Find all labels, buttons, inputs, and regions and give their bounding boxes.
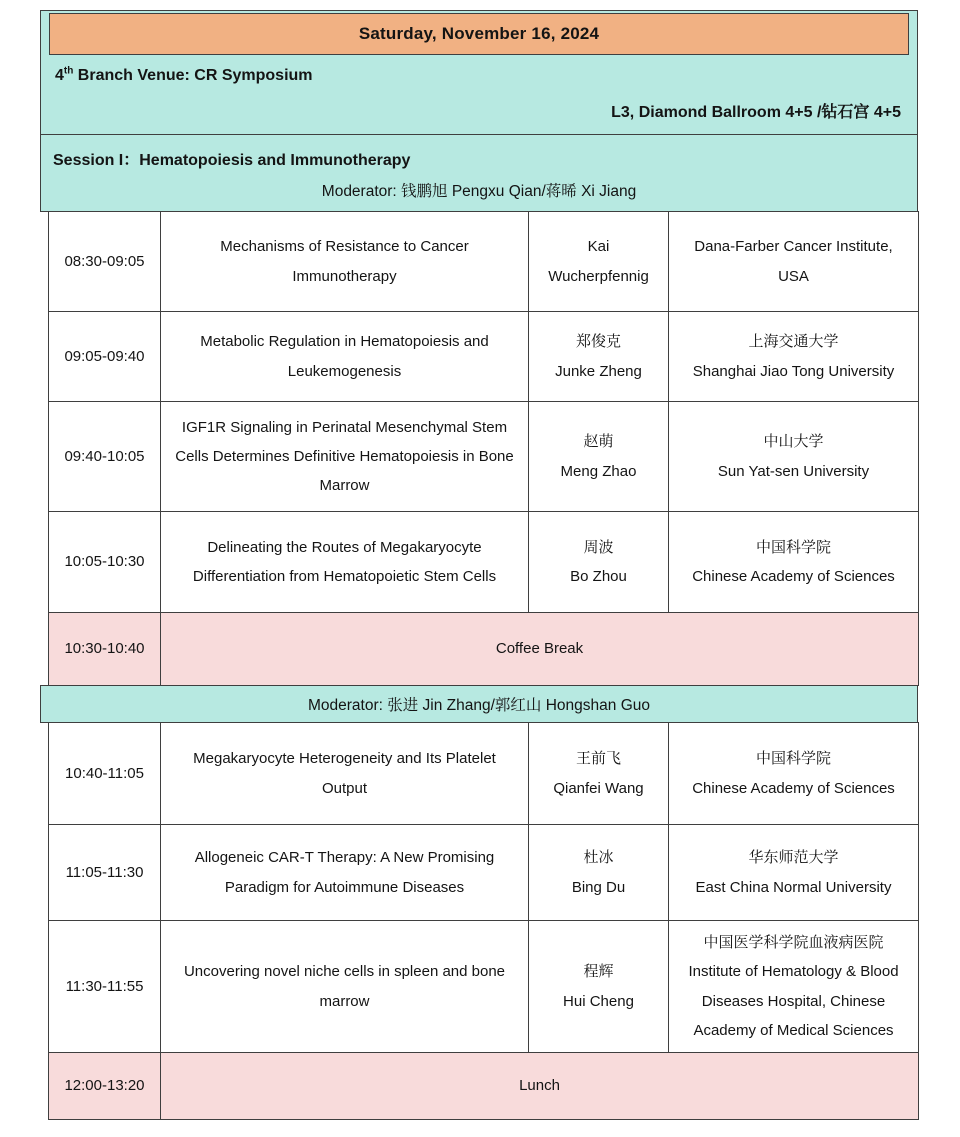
speaker-cell: 郑俊克 Junke Zheng bbox=[529, 312, 669, 402]
session-header bbox=[40, 134, 918, 212]
talk-title-cell: Megakaryocyte Heterogeneity and Its Platelet Output bbox=[161, 723, 529, 825]
coffee-break-row bbox=[49, 613, 919, 686]
talk-title-cell: Mechanisms of Resistance to Cancer Immunotherapy bbox=[161, 212, 529, 312]
venue-section bbox=[40, 10, 918, 135]
talk-title-cell: Uncovering novel niche cells in spleen and bone marrow bbox=[161, 921, 529, 1053]
speaker-cell: 杜冰 Bing Du bbox=[529, 825, 669, 921]
table-row bbox=[49, 825, 919, 921]
talk-title-cell: Allogeneic CAR-T Therapy: A New Promising Paradigm for Autoimmune Diseases bbox=[161, 825, 529, 921]
date-banner bbox=[49, 13, 909, 55]
program-page bbox=[40, 10, 918, 1120]
talk-title-cell: Delineating the Routes of Megakaryocyte Differentiation from Hematopoietic Stem Cells bbox=[161, 512, 529, 613]
institution-cell: Dana-Farber Cancer Institute, USA bbox=[669, 212, 919, 312]
date-text: Saturday, November 16, 2024 bbox=[358, 24, 600, 43]
schedule-table-morning bbox=[48, 211, 919, 686]
venue-location: L3, Diamond Ballroom 4+5 /钻石宫 4+5 bbox=[611, 104, 901, 121]
speaker-cell: 王前飞 Qianfei Wang bbox=[529, 723, 669, 825]
time-cell: 09:40-10:05 bbox=[49, 402, 161, 512]
moderator-text: Moderator: 张进 Jin Zhang/郭红山 Hongshan Guo bbox=[307, 697, 650, 714]
time-cell: 10:05-10:30 bbox=[49, 512, 161, 613]
time-cell: 09:05-09:40 bbox=[49, 312, 161, 402]
venue-lines bbox=[49, 55, 909, 134]
ordinal-suffix: th bbox=[63, 65, 74, 77]
venue-name: 4th Branch Venue: CR Symposium bbox=[55, 65, 313, 84]
schedule-table-late-morning bbox=[48, 722, 919, 1120]
institution-cell: 中国科学院 Chinese Academy of Sciences bbox=[669, 512, 919, 613]
moderator-band bbox=[40, 685, 918, 723]
table-row bbox=[49, 512, 919, 613]
session-moderator: Moderator: 钱鹏旭 Pengxu Qian/蒋晞 Xi Jiang bbox=[321, 183, 637, 200]
table-row bbox=[49, 312, 919, 402]
speaker-cell: 周波 Bo Zhou bbox=[529, 512, 669, 613]
institution-cell: 中国医学科学院血液病医院 Institute of Hematology & Blood Diseases Hospital, Chinese Academy of Medical Sciences bbox=[669, 921, 919, 1053]
speaker-cell: Kai Wucherpfennig bbox=[529, 212, 669, 312]
time-cell: 10:40-11:05 bbox=[49, 723, 161, 825]
time-cell: 10:30-10:40 bbox=[49, 613, 161, 686]
break-label-cell: Coffee Break bbox=[161, 613, 919, 686]
time-cell: 11:05-11:30 bbox=[49, 825, 161, 921]
lunch-row bbox=[49, 1053, 919, 1120]
time-cell: 12:00-13:20 bbox=[49, 1053, 161, 1120]
institution-cell: 中国科学院 Chinese Academy of Sciences bbox=[669, 723, 919, 825]
time-cell: 11:30-11:55 bbox=[49, 921, 161, 1053]
institution-cell: 中山大学 Sun Yat-sen University bbox=[669, 402, 919, 512]
talk-title-cell: IGF1R Signaling in Perinatal Mesenchymal Stem Cells Determines Definitive Hematopoiesis in Bone Marrow bbox=[161, 402, 529, 512]
talk-title-cell: Metabolic Regulation in Hematopoiesis and Leukemogenesis bbox=[161, 312, 529, 402]
table-row bbox=[49, 723, 919, 825]
session-title: Session I：Hematopoiesis and Immunotherapy bbox=[53, 152, 411, 169]
institution-cell: 上海交通大学 Shanghai Jiao Tong University bbox=[669, 312, 919, 402]
institution-cell: 华东师范大学 East China Normal University bbox=[669, 825, 919, 921]
time-cell: 08:30-09:05 bbox=[49, 212, 161, 312]
table-row bbox=[49, 212, 919, 312]
speaker-cell: 程辉 Hui Cheng bbox=[529, 921, 669, 1053]
break-label-cell: Lunch bbox=[161, 1053, 919, 1120]
table-row bbox=[49, 402, 919, 512]
table-row bbox=[49, 921, 919, 1053]
speaker-cell: 赵萌 Meng Zhao bbox=[529, 402, 669, 512]
